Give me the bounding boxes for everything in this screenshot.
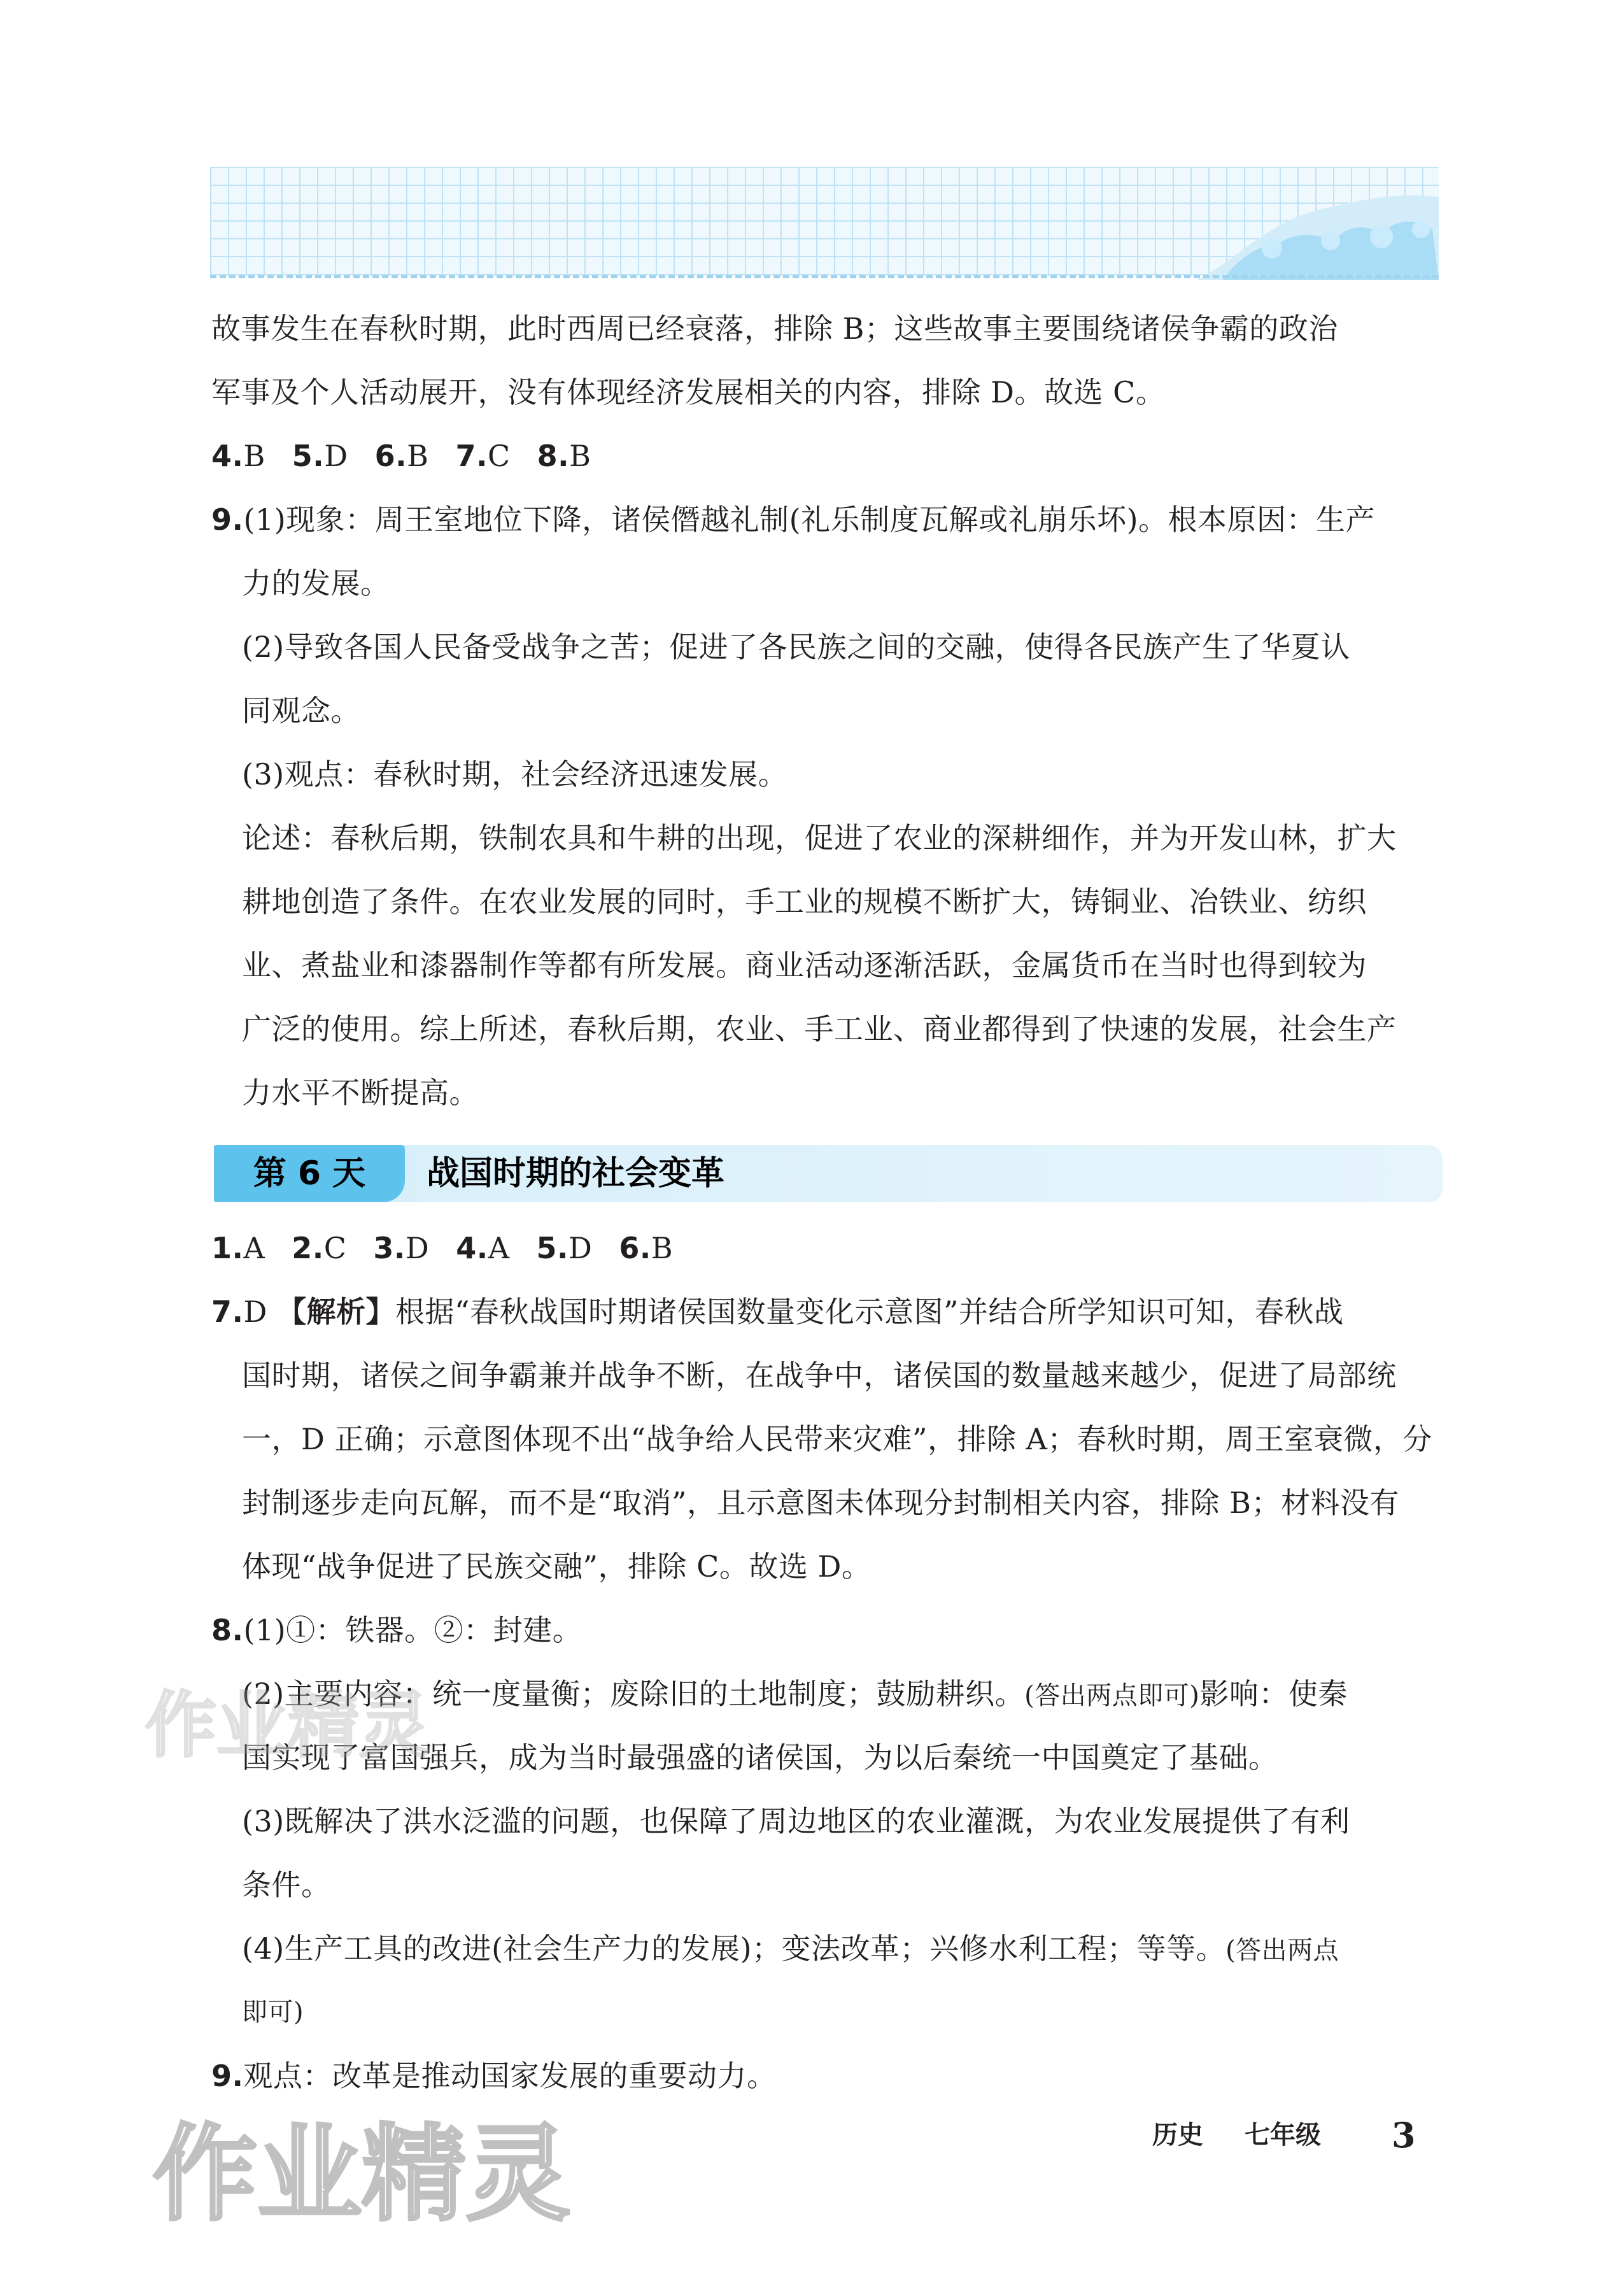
answer-number: 1. xyxy=(211,1231,244,1265)
text-line: (2)导致各国人民备受战争之苦；促进了各民族之间的交融，使得各民族产生了华夏认 xyxy=(242,630,1350,664)
footer-subject: 历史 xyxy=(1152,2120,1203,2150)
text-line: 体现“战争促进了民族交融”，排除 C。故选 D。 xyxy=(242,1549,872,1584)
answer-choice: B xyxy=(569,439,591,473)
text-line: 影响：使秦 xyxy=(1199,1677,1348,1711)
answer-choice: D xyxy=(243,1295,267,1329)
answer-row-day6 xyxy=(211,1229,1438,1267)
question-9-part-1 xyxy=(211,501,1438,539)
answer-number: 5. xyxy=(292,439,325,473)
answer-number: 2. xyxy=(292,1231,324,1265)
page-number: 3 xyxy=(1392,2115,1416,2155)
answer-number: 3. xyxy=(373,1231,406,1265)
answer-choice: D xyxy=(324,439,348,473)
text-line: 一，D 正确；示意图体现不出“战争给人民带来灾难”，排除 A；春秋时期，周王室衰微，分 xyxy=(242,1422,1432,1456)
text-line: 封制逐步走向瓦解，而不是“取消”，且示意图未体现分封制相关内容，排除 B；材料没有 xyxy=(242,1486,1399,1520)
footer-grade: 七年级 xyxy=(1245,2120,1321,2150)
answer-number: 8. xyxy=(537,439,570,473)
landscape-illustration xyxy=(1197,185,1439,280)
answer-choice: D xyxy=(405,1231,430,1265)
question-8-part-4 xyxy=(242,1929,1438,1970)
text-line: 同观念。 xyxy=(242,693,360,728)
question-number: 8. xyxy=(211,1613,244,1647)
question-7 xyxy=(211,1293,1438,1331)
answer-choice: B xyxy=(407,439,429,473)
text-line: (2)主要内容：统一度量衡；废除旧的土地制度；鼓励耕织。 xyxy=(242,1677,1025,1711)
answer-number: 5. xyxy=(536,1231,568,1265)
watermark: 作业精灵 xyxy=(153,2113,571,2235)
note-text: (答出两点即可) xyxy=(1024,1681,1200,1710)
text-line: 条件。 xyxy=(242,1868,331,1902)
question-number: 9. xyxy=(211,2059,244,2093)
answer-number: 4. xyxy=(211,439,244,473)
note-text: (答出两点 xyxy=(1225,1936,1339,1965)
note-text: 即可) xyxy=(242,1998,304,2027)
text-line: (4)生产工具的改进(社会生产力的发展)；变法改革；兴修水利工程；等等。 xyxy=(242,1931,1226,1966)
answer-number: 6. xyxy=(619,1231,651,1265)
text-line: (3)既解决了洪水泛滥的问题，也保障了周边地区的农业灌溉，为农业发展提供了有利 xyxy=(242,1804,1350,1838)
text-line: (1)①：铁器。②：封建。 xyxy=(243,1613,583,1647)
question-8-part-1 xyxy=(211,1611,1438,1649)
text-line: 国实现了富国强兵，成为当时最强盛的诸侯国，为以后秦统一中国奠定了基础。 xyxy=(242,1740,1278,1775)
question-number: 9. xyxy=(211,502,244,537)
answer-number: 7. xyxy=(455,439,488,473)
header-dash-line xyxy=(210,275,1439,278)
text-line: 耕地创造了条件。在农业发展的同时，手工业的规模不断扩大，铸铜业、冶铁业、纺织 xyxy=(242,884,1367,919)
text-line: 力的发展。 xyxy=(242,566,390,600)
text-line: 根据“春秋战国时期诸侯国数量变化示意图”并结合所学知识可知，春秋战 xyxy=(395,1295,1344,1329)
text-line: 广泛的使用。综上所述，春秋后期，农业、手工业、商业都得到了快速的发展，社会生产 xyxy=(242,1012,1397,1046)
answer-choice: C xyxy=(487,439,511,473)
analysis-tag: 【解析】 xyxy=(277,1295,395,1329)
section-title: 战国时期的社会变革 xyxy=(427,1154,725,1193)
answer-choice: A xyxy=(488,1231,510,1265)
text-line: 业、煮盐业和漆器制作等都有所发展。商业活动逐渐活跃，金属货币在当时也得到较为 xyxy=(242,948,1367,983)
answer-choice: A xyxy=(243,1231,265,1265)
answer-choice: B xyxy=(651,1231,674,1265)
question-number: 7. xyxy=(211,1295,244,1329)
answer-choice: C xyxy=(323,1231,347,1265)
watermark: 作业精灵 xyxy=(145,1684,430,1767)
text-line: 观点：改革是推动国家发展的重要动力。 xyxy=(243,2059,777,2093)
text-line: (1)现象：周王室地位下降，诸侯僭越礼制(礼乐制度瓦解或礼崩乐坏)。根本原因：生产 xyxy=(243,502,1376,537)
text-line: 力水平不断提高。 xyxy=(242,1076,479,1110)
answer-choice: D xyxy=(568,1231,593,1265)
question-9-day6 xyxy=(211,2057,1438,2095)
answer-number: 4. xyxy=(456,1231,488,1265)
answer-number: 6. xyxy=(374,439,407,473)
text-line: (3)观点：春秋时期，社会经济迅速发展。 xyxy=(242,757,788,792)
section-day-tab: 第 6 天 xyxy=(214,1145,405,1202)
answer-choice: B xyxy=(243,439,265,473)
text-line: 国时期，诸侯之间争霸兼并战争不断，在战争中，诸侯国的数量越来越少，促进了局部统 xyxy=(242,1358,1397,1393)
answer-row-top xyxy=(211,437,1438,475)
text-line: 故事发生在春秋时期，此时西周已经衰落，排除 B；这些故事主要围绕诸侯争霸的政治 xyxy=(211,311,1338,346)
text-line: 论述：春秋后期，铁制农具和牛耕的出现，促进了农业的深耕细作，并为开发山林，扩大 xyxy=(242,821,1397,855)
text-line: 军事及个人活动展开，没有体现经济发展相关的内容，排除 D。故选 C。 xyxy=(211,375,1166,409)
